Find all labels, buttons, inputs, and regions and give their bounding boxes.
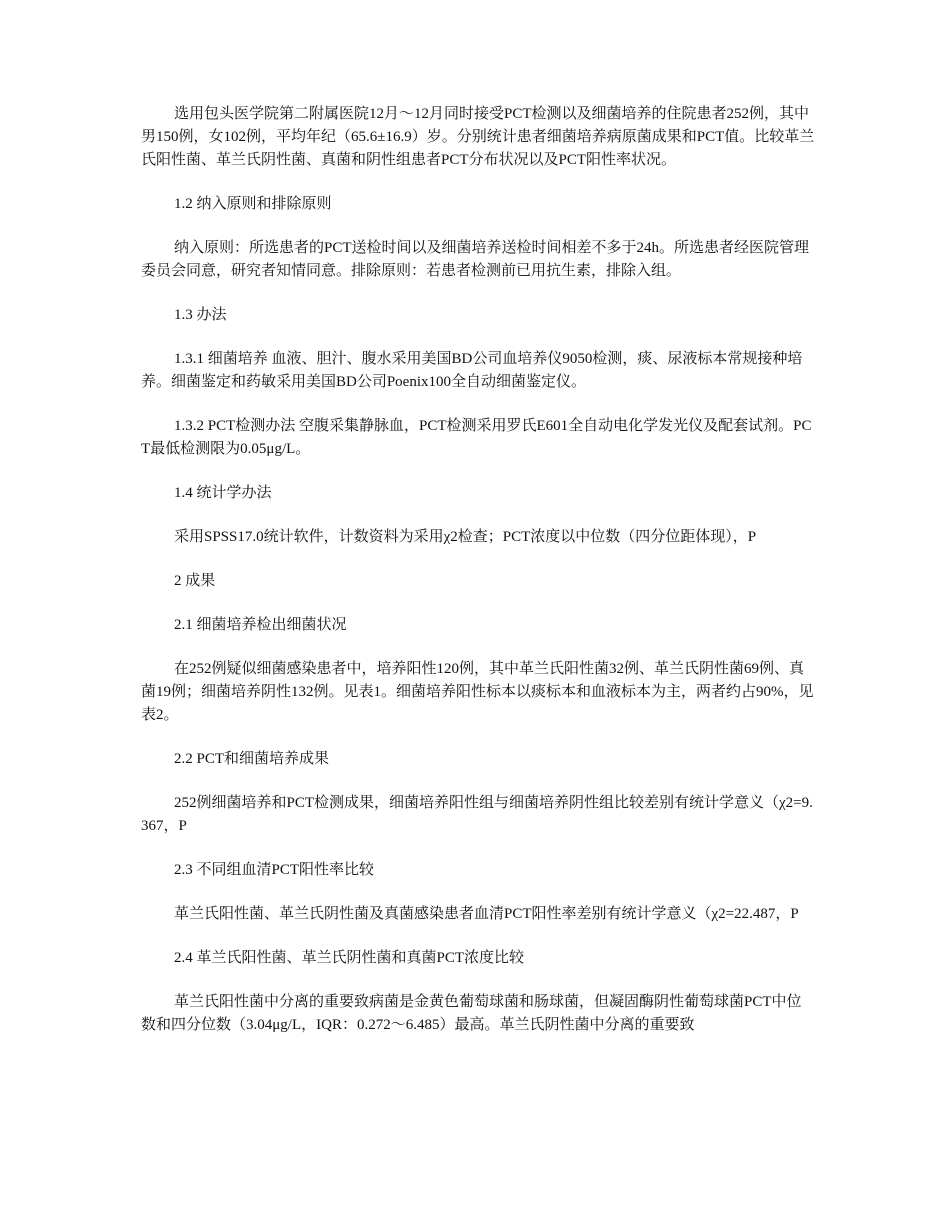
heading-inclusion-criteria: 1.2 纳入原则和排除原则 — [174, 196, 332, 212]
heading-statistics: 1.4 统计学办法 — [174, 485, 272, 501]
heading-pct-concentration: 2.4 革兰氏阳性菌、革兰氏阴性菌和真菌PCT浓度比较 — [174, 950, 525, 966]
paragraph-patients: 选用包头医学院第二附属医院12月～12月同时接受PCT检测以及细菌培养的住院患者252例，其中男150例，女102例，平均年纪（65.6±16.9）岁。分别统计患者细菌培养病原菌成果和PCT值。比较革兰氏阳性菌、革兰氏阴性菌、真菌和阴性组患者PCT分布状况以及PCT阳性率状况。 — [141, 106, 815, 168]
heading-results: 2 成果 — [174, 573, 216, 589]
document-body — [141, 103, 816, 1058]
paragraph-pct-culture: 252例细菌培养和PCT检测成果，细菌培养阳性组与细菌培养阴性组比较差别有统计学意义（χ2=9.367，P — [141, 795, 813, 834]
heading-methods: 1.3 办法 — [174, 307, 227, 323]
paragraph-positive-rate: 革兰氏阳性菌、革兰氏阴性菌及真菌感染患者血清PCT阳性率差别有统计学意义（χ2=22.487，P — [174, 906, 799, 922]
paragraph-inclusion-criteria: 纳入原则：所选患者的PCT送检时间以及细菌培养送检时间相差不多于24h。所选患者经医院管理委员会同意，研究者知情同意。排除原则：若患者检测前已用抗生素，排除入组。 — [141, 240, 810, 279]
paragraph-bacterial-culture: 1.3.1 细菌培养 血液、胆汁、腹水采用美国BD公司血培养仪9050检测，痰、尿液标本常规接种培养。细菌鉴定和药敏采用美国BD公司Poenix100全自动细菌鉴定仪。 — [141, 351, 803, 390]
paragraph-pct-method: 1.3.2 PCT检测办法 空腹采集静脉血，PCT检测采用罗氏E601全自动电化学发光仪及配套试剂。PCT最低检测限为0.05μg/L。 — [141, 418, 812, 457]
heading-culture-results: 2.1 细菌培养检出细菌状况 — [174, 617, 347, 633]
paragraph-pct-concentration: 革兰氏阳性菌中分离的重要致病菌是金黄色葡萄球菌和肠球菌，但凝固酶阴性葡萄球菌PCT中位数和四分位数（3.04μg/L，IQR：0.272～6.485）最高。革兰氏阴性菌中分离的重要致 — [141, 994, 802, 1033]
paragraph-statistics: 采用SPSS17.0统计软件，计数资料为采用χ2检查；PCT浓度以中位数（四分位距体现），P — [174, 529, 757, 545]
heading-pct-culture: 2.2 PCT和细菌培养成果 — [174, 751, 330, 767]
heading-positive-rate: 2.3 不同组血清PCT阳性率比较 — [174, 862, 375, 878]
paragraph-culture-results: 在252例疑似细菌感染患者中，培养阳性120例，其中革兰氏阳性菌32例、革兰氏阴性菌69例、真菌19例；细菌培养阴性132例。见表1。细菌培养阳性标本以痰标本和血液标本为主，两者约占90%，见表2。 — [141, 661, 814, 723]
